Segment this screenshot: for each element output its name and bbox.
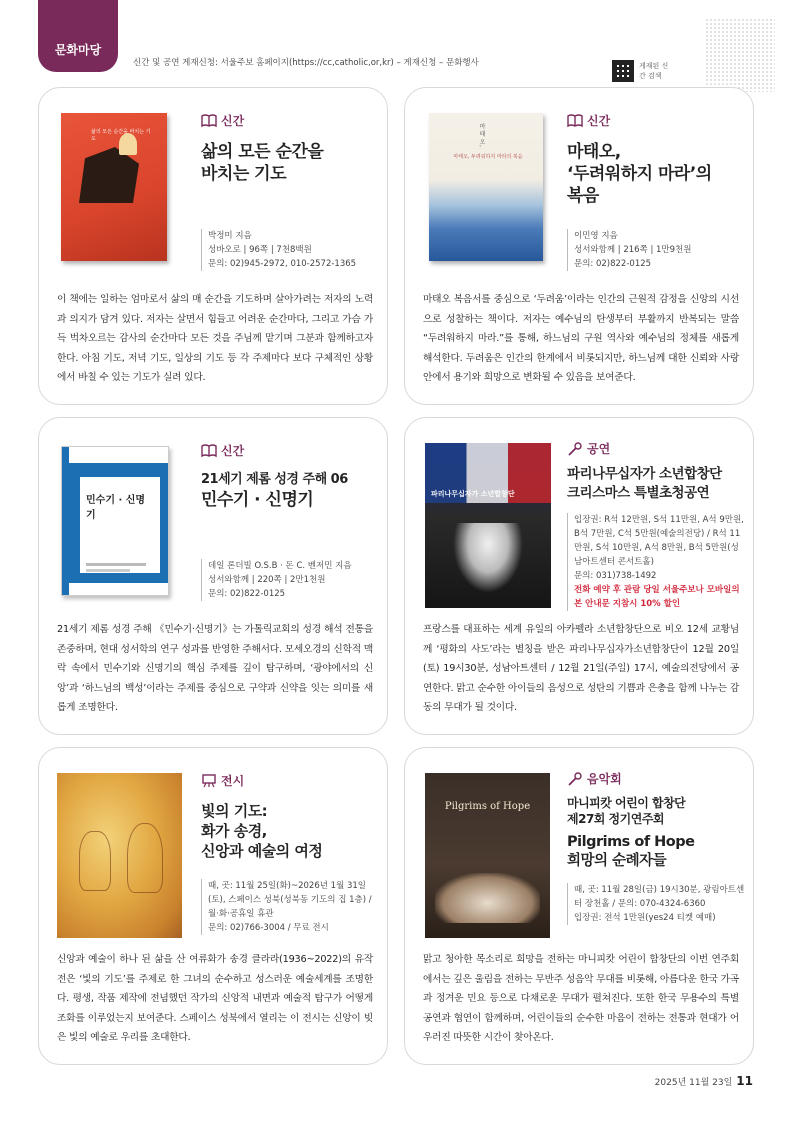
meta-schedule: 때, 곳: 11월 25일(화)~2026년 1월 31일(토), 스페이스 성북(성북동 기도의 집 1층) / 월·화·공휴일 휴관 [208,881,372,919]
card-body: 21세기 제롬 성경 주해 《민수기·신명기》는 가톨릭교회의 성경 해석 전통을 존중하며, 현대 성서학의 연구 성과를 반영한 주해서다. 모세오경의 신학적 맥락 속에서 민수기와 신명기의 핵심 주제를 깊이 탐구하며, ‘광야에서의 신앙’과 ‘하느님의 백성’이라는 주제를 중심으로 구약과 신약을 잇는 의미를 새롭게 조명한다. [57,624,373,713]
card-book-1 [38,87,388,405]
qr-code-icon[interactable] [612,60,634,82]
issue-date: 2025년 11월 23일 [654,1078,733,1088]
book-icon [201,444,217,458]
page-footer [655,1074,753,1088]
category-text: 신간 [221,444,245,458]
book-icon [201,114,217,128]
painting-5 [57,773,182,938]
title-line: 빛의 기도: [201,802,268,820]
discount-notice: 전화 예약 후 관람 당일 서울주보나 모바일의 본 안내문 지참시 10% 할인 [574,585,740,609]
title-line: 바치는 기도 [201,164,287,184]
category-label [567,112,742,129]
microphone-icon [567,442,583,456]
meta-publisher: 성서와함께 | 216쪽 | 1만9천원 [574,245,692,255]
category-label [201,112,376,129]
title-line: Pilgrims of Hope [567,834,695,850]
header-info: 신간 및 공연 게재신청: 서울주보 홈페이지(https://cc,catholic,or,kr) – 게재신청 – 문화행사 [133,58,479,68]
card-concert-1 [404,417,754,735]
poster-title-6: Pilgrims of Hope [444,801,531,812]
title-line: 마니피캇 어린이 합창단 [567,796,686,810]
title-line: 신앙과 예술의 여정 [201,842,323,860]
meta-block [567,883,745,925]
title-line: 화가 송경, [201,822,267,840]
card-title [201,471,381,511]
title-line: 21세기 제롬 성경 주해 06 [201,472,348,487]
meta-block [201,559,381,601]
book-icon [567,114,583,128]
title-line: 파리나무십자가 소년합창단 [567,466,722,482]
category-text: 음악회 [587,772,622,786]
meta-publisher: 성바오로 | 96쪽 | 7천8백원 [208,245,312,255]
section-label: 문화마당 [54,43,102,57]
card-body: 신앙과 예술이 하나 된 삶을 산 여류화가 송경 클라라(1936~2022)의 유작전은 ‘빛의 기도’를 주제로 한 그녀의 순수하고 성스러운 예술세계를 조명한다. 평생, 작품 제작에 전념했던 작가의 신앙적 내면과 예술적 탐구가 어떻게 조화를 이루었는지 보여준다. 스페이스 성북에서 열리는 이 전시는 신앙이 빚은 빛의 예술로 우리를 초대한다. [57,954,373,1043]
title-line: 크리스마스 특별초청공연 [567,485,710,501]
card-title [201,141,376,185]
meta-contact: 문의: 02)945-2972, 010-2572-1365 [208,259,357,269]
card-exhibition [38,747,388,1065]
card-title [567,795,745,827]
card-title [567,141,742,207]
category-label [201,442,381,459]
card-book-3 [38,417,388,735]
book-cover-1 [61,113,167,261]
easel-icon [201,774,217,788]
title-line: ‘두려워하지 마라’의 [567,164,712,184]
meta-block [567,513,745,611]
cover-title-2: 마태오, 두려워하지 마라의 복음 [453,154,523,160]
card-concert-2 [404,747,754,1065]
qr-label: 게재된 신간 검색 [639,62,669,80]
category-label [201,772,381,789]
meta-block [567,229,742,271]
cover-title-1: 삶의 모든 순간을 바치는 기도 [91,129,151,142]
meta-author: 박정미 지음 [208,231,252,241]
meta-contact: 문의: 02)766-3004 / 무료 전시 [208,923,329,933]
page-number: 11 [736,1074,753,1088]
meta-author: 데일 론더빌 O.S.B · 돈 C. 벤저민 지음 [208,561,352,571]
meta-schedule: 때, 곳: 11월 28일(금) 19시30분, 광림아트센터 장천홀 / 문의: 070-4324-6360 [574,885,745,909]
title-line: 복음 [567,186,599,206]
card-title [567,465,745,503]
card-subtitle [567,833,745,871]
title-line: 민수기 · 신명기 [201,490,314,510]
poster-6 [425,773,550,938]
category-text: 공연 [587,442,611,456]
category-text: 신간 [587,114,611,128]
book-cover-3 [61,446,169,596]
category-text: 신간 [221,114,245,128]
card-title [201,801,381,861]
section-tab [38,0,118,72]
card-body: 마태오 복음서를 중심으로 ‘두려움’이라는 인간의 근원적 감정을 신앙의 시선으로 성찰하는 책이다. 저자는 예수님의 탄생부터 부활까지 반복되는 말씀 “두려워하지 마라.”를 통해, 하느님의 구원 역사와 예수님의 정체를 새롭게 해석한다. 두려움은 인간의 한계에서 비롯되지만, 하느님께 대한 신뢰와 사랑 안에서 용기와 희망으로 변화될 수 있음을 보여준다. [423,294,739,383]
title-line: 마태오, [567,142,621,162]
category-label [567,440,745,457]
category-text: 전시 [221,774,245,788]
meta-tickets: 입장권: R석 12만원, S석 11만원, A석 9만원, B석 7만원, C석 5만원(예술의전당) / R석 11만원, S석 10만원, A석 8만원, B석 5만원(성남아트센터 콘서트홀) [574,515,744,567]
meta-author: 이민영 지음 [574,231,618,241]
card-book-2 [404,87,754,405]
book-cover-2: 마 태 오, 마태오, 두려워하지 마라의 복음 [429,113,543,261]
microphone-icon [567,772,583,786]
card-body: 이 책에는 일하는 엄마로서 삶의 매 순간을 기도하며 살아가려는 저자의 노력과 의지가 담겨 있다. 저자는 살면서 힘들고 어려운 순간마다, 그리고 가슴 가득 벅차오르는 감사의 순간마다 모든 것을 주님께 맡기며 그분과 함께하고자 한다. 아침 기도, 저녁 기도, 일상의 기도 등 각 주제마다 보다 구체적인 상황에서 바칠 수 있는 기도가 실려 있다. [57,294,373,383]
poster-title-4: 파리나무십자가 소년합창단 [431,490,515,498]
title-line: 제27회 정기연주회 [567,812,665,826]
card-body: 프랑스를 대표하는 세계 유일의 아카펠라 소년합창단으로 비오 12세 교황님께 ‘평화의 사도’라는 별칭을 받은 파리나무십자가소년합창단이 12월 20일(토) 19시30분, 성남아트센터 / 12월 21일(주일) 17시, 예술의전당에서 공연한다. 맑고 순수한 아이들의 음성으로 성탄의 기쁨과 은총을 함께 나누는 감동의 무대가 될 것이다. [423,624,739,713]
meta-block [201,229,376,271]
meta-contact: 문의: 031)738-1492 [574,571,657,581]
meta-publisher: 성서와함께 | 220쪽 | 2만1천원 [208,575,326,585]
meta-contact: 문의: 02)822-0125 [208,589,286,599]
poster-4 [425,443,551,608]
meta-block [201,879,381,935]
category-label [567,770,745,787]
title-line: 삶의 모든 순간을 [201,142,324,162]
meta-contact: 문의: 02)822-0125 [574,259,652,269]
card-body: 맑고 청아한 목소리로 희망을 전하는 마니피캇 어린이 합창단의 이번 연주회에서는 깊은 울림을 전하는 무반주 성음악 무대를 비롯해, 아름다운 한국 가곡과 정겨운 민요 등으로 다채로운 무대가 펼쳐진다. 또한 한국 무용수의 특별 공연과 협연이 함께하며, 어린이들의 순수한 마음이 전하는 전통과 현대가 어우러진 따뜻한 시간이 찾아온다. [423,954,739,1043]
meta-tickets: 입장권: 전석 1만원(yes24 티켓 예매) [574,913,716,923]
title-line: 희망의 순례자들 [567,853,667,869]
corner-decoration [705,18,775,92]
cover-title-3: 민수기 · 신명기 [86,495,146,521]
